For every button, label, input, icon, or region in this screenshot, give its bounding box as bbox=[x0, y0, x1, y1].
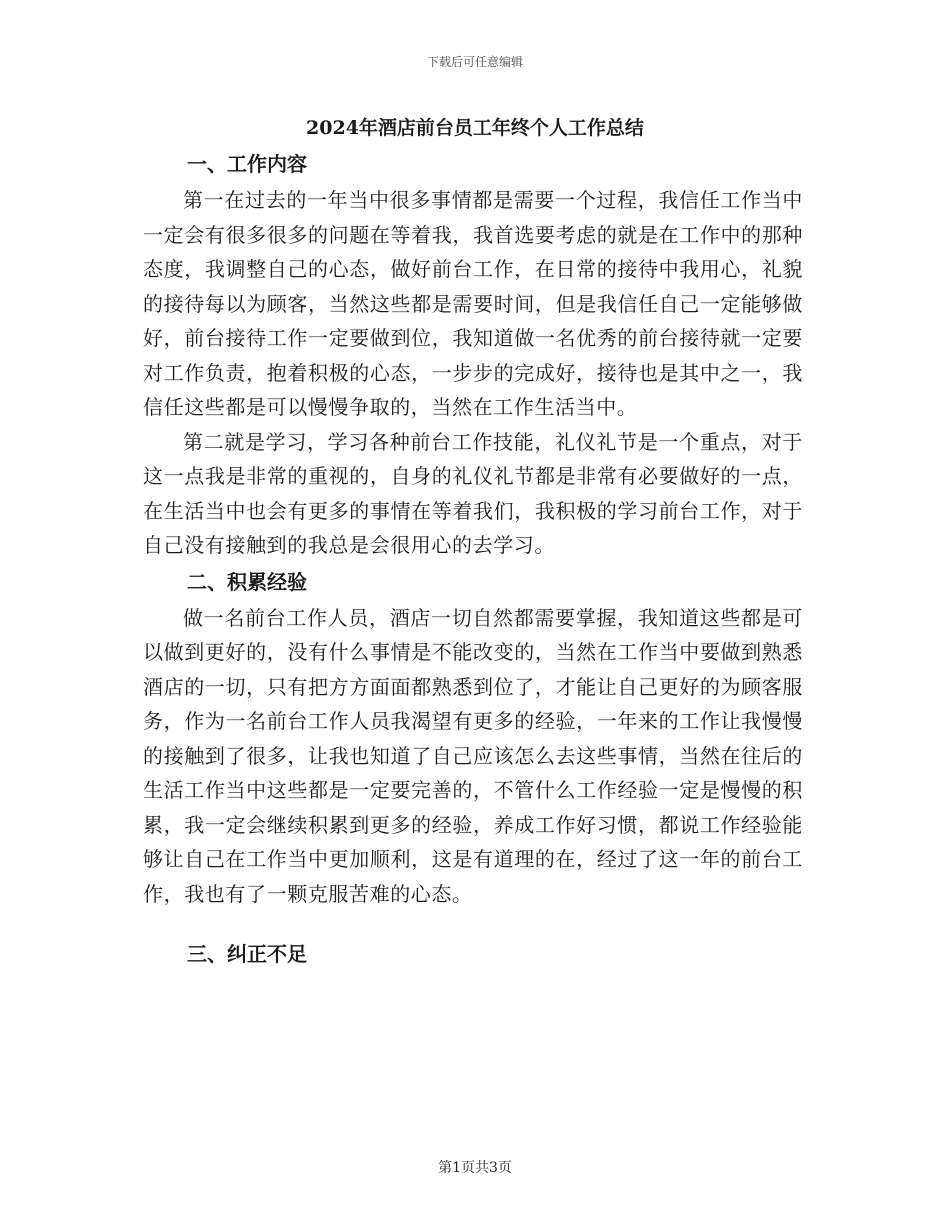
page-number: 第1页共3页 bbox=[438, 1160, 512, 1176]
section-heading-shortcomings: 三、纠正不足 bbox=[187, 942, 307, 966]
paragraph: 第一在过去的一年当中很多事情都是需要一个过程，我信任工作当中一定会有很多很多的问题在等着我，我首选要考虑的就是在工作中的那种态度，我调整自己的心态，做好前台工作，在日常的接待中我用心，礼貌的接待每以为顾客，当然这些都是需要时间，但是我信任自己一定能够做好，前台接待工作一定要做到位，我知道做一名优秀的前台接待就一定要对工作负责，抱着积极的心态，一步步的完成好，接待也是其中之一，我信任这些都是可以慢慢争取的，当然在工作生活当中。 bbox=[143, 188, 803, 419]
paragraph: 做一名前台工作人员，酒店一切自然都需要掌握，我知道这些都是可以做到更好的，没有什么事情是不能改变的，当然在工作当中要做到熟悉酒店的一切，只有把方方面面都熟悉到位了，才能让自己更好的为顾客服务，作为一名前台工作人员我渴望有更多的经验，一年来的工作让我慢慢的接触到了很多，让我也知道了自己应该怎么去这些事情，当然在往后的生活工作当中这些都是一定要完善的，不管什么工作经验一定是慢慢的积累，我一定会继续积累到更多的经验，养成工作好习惯，都说工作经验能够让自己在工作当中更加顺利，这是有道理的在，经过了这一年的前台工作，我也有了一颗克服苦难的心态。 bbox=[143, 605, 803, 906]
section-heading-work-content: 一、工作内容 bbox=[187, 152, 307, 176]
section-heading-experience: 二、积累经验 bbox=[187, 569, 307, 594]
document-title: 2024年酒店前台员工年终个人工作总结 bbox=[306, 117, 644, 139]
header-note: 下载后可任意编辑 bbox=[426, 55, 523, 69]
document-body bbox=[143, 145, 803, 973]
paragraph: 第二就是学习，学习各种前台工作技能，礼仪礼节是一个重点，对于这一点我是非常的重视的，自身的礼仪礼节都是非常有必要做好的一点，在生活当中也会有更多的事情在等着我们，我积极的学习前台工作，对于自己没有接触到的我总是会很用心的去学习。 bbox=[143, 429, 803, 557]
